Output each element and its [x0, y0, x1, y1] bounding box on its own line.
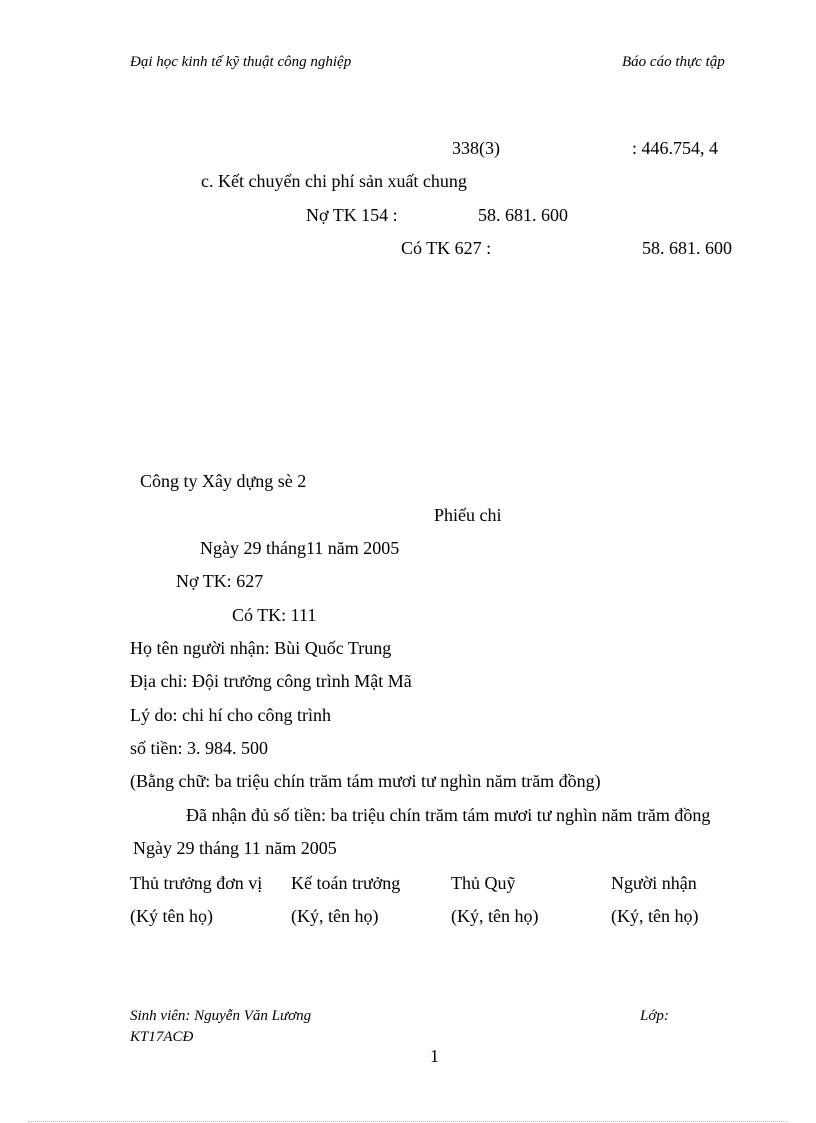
signature-role-head: Thủ trưởng đơn vị	[130, 873, 263, 893]
signed-date: Ngày 29 tháng 11 năm 2005	[133, 838, 337, 858]
entry-credit: Có TK 627 :	[401, 238, 492, 258]
company-name: Công ty Xây dựng sè 2	[140, 471, 307, 491]
amount-line: số tiền: 3. 984. 500	[130, 738, 268, 758]
signature-note-cashier: (Ký, tên họ)	[451, 906, 539, 926]
signature-note-chief-accountant: (Ký, tên họ)	[291, 906, 379, 926]
voucher-credit: Có TK: 111	[232, 605, 317, 625]
header-school: Đại học kinh tế kỹ thuật công nghiệp	[130, 54, 352, 70]
signature-note-recipient: (Ký, tên họ)	[611, 906, 699, 926]
signature-role-cashier: Thủ Quỹ	[451, 873, 516, 893]
voucher-debit: Nợ TK: 627	[176, 571, 264, 591]
voucher-title: Phiếu chi	[434, 505, 502, 525]
section-c-heading: c. Kết chuyển chi phí sản xuất chung	[201, 171, 467, 191]
address-line: Địa chỉ: Đội trưởng công trình Mật Mã	[130, 671, 412, 691]
recipient-line: Họ tên người nhận: Bùi Quốc Trung	[130, 638, 392, 658]
header-report-title: Báo cáo thực tập	[622, 54, 725, 70]
page-number: 1	[430, 1046, 439, 1066]
entry-debit: Nợ TK 154 :	[306, 205, 398, 225]
footer-class-code: KT17ACĐ	[130, 1029, 194, 1045]
voucher-date: Ngày 29 tháng11 năm 2005	[200, 538, 400, 558]
signature-role-recipient: Người nhận	[611, 873, 697, 893]
received-line: Đã nhận đủ số tiền: ba triệu chín trăm tám mươi tư nghìn năm trăm đồng	[186, 805, 711, 825]
page-bottom-divider	[28, 1121, 788, 1122]
footer-student: Sinh viên: Nguyễn Văn Lương	[130, 1008, 312, 1024]
footer-class-label: Lớp:	[640, 1008, 669, 1024]
reason-line: Lý do: chi hí cho công trình	[130, 705, 331, 725]
account-338: 338(3)	[452, 138, 500, 158]
signature-note-head: (Ký tên họ)	[130, 906, 213, 926]
entry-debit-amount: 58. 681. 600	[478, 205, 568, 225]
amount-words-line: (Bằng chữ: ba triệu chín trăm tám mươi tư nghìn năm trăm đồng)	[130, 771, 601, 791]
account-338-amount: : 446.754, 4	[632, 138, 719, 158]
entry-credit-amount: 58. 681. 600	[642, 238, 732, 258]
signature-role-chief-accountant: Kế toán trưởng	[291, 873, 401, 893]
